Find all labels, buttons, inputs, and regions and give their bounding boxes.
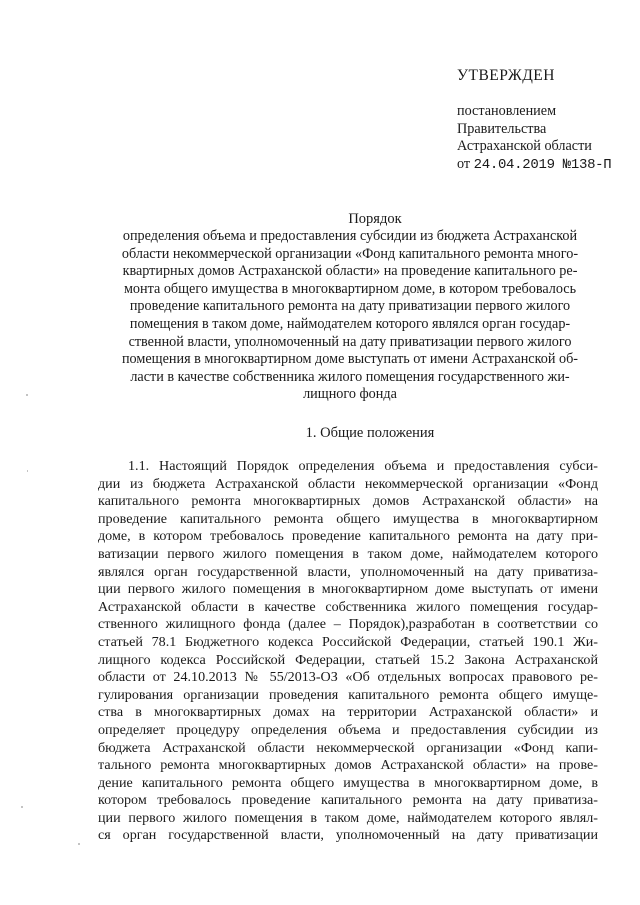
scan-speck (21, 806, 23, 808)
title-line: определения объема и предоставления субсидии из бюджета Астраханской (122, 228, 578, 244)
body-line: определяет процедуру определения объема и предоставления субсидии из (98, 721, 598, 738)
body-paragraph (98, 458, 598, 845)
body-line: котором требовалось проведение капитального ремонта на дату приватиза- (98, 792, 598, 809)
body-line: Астраханской области в качестве собственника жилого помещения государ- (98, 598, 598, 615)
title-line: помещения в многоквартирном доме выступать от имени Астраханской об- (121, 351, 579, 368)
scan-speck (26, 394, 28, 396)
section-heading: 1. Общие положения (305, 425, 435, 441)
body-line: ства в многоквартирных домах на территории Астраханской области» и (98, 704, 598, 721)
scan-speck (78, 843, 80, 845)
title-line: проведение капитального ремонта на дату приватизации первого жилого (129, 298, 571, 315)
approval-line-3: Астраханской области (457, 138, 592, 154)
body-line: дии из бюджета Астраханской области некоммерческой организации «Фонд (98, 475, 598, 492)
body-line: гулирования организации проведения капитального ремонта общего имуще- (98, 686, 598, 703)
body-line: 1.1. Настоящий Порядок определения объема и предоставления субси- (128, 458, 598, 474)
approval-stamp-block (457, 66, 632, 174)
body-line: ственного жилищного фонда (далее – Порядок),разработан в соответствии со (98, 616, 598, 633)
body-line: статьей 78.1 Бюджетного кодекса Российской Федерации, статьей 190.1 Жи- (98, 633, 598, 650)
title-line: лищного фонда (303, 386, 397, 403)
body-line: дение капитального ремонта общего имущества в многоквартирном доме, в (98, 774, 598, 791)
body-line: ватизации первого жилого помещения в таком доме, наймодателем которого (98, 545, 598, 562)
approval-date-prefix: от (457, 155, 474, 172)
approval-line-4 (457, 156, 632, 175)
title-main: Порядок (348, 211, 402, 227)
approval-line-1: постановлением (457, 103, 557, 119)
body-line: капитального ремонта многоквартирных домов Астраханской области» на (98, 493, 598, 510)
body-line: лищного кодекса Российской Федерации, статьей 15.2 Закона Астраханской (98, 651, 598, 668)
body-line: тального ремонта многоквартирных домов Астраханской области» на прове- (98, 757, 598, 774)
title-line: области некоммерческой организации «Фонд капитального ремонта много- (121, 245, 579, 262)
body-line: ции первого жилого помещения в многоквартирном доме выступать от имени (98, 581, 598, 598)
approval-date-number: 24.04.2019 №138-П (473, 156, 612, 173)
scan-speck (27, 470, 28, 472)
title-line: ласти в качестве собственника жилого помещения государственного жи- (130, 368, 570, 385)
body-line: проведение капитального ремонта общего имущества в многоквартирном (98, 510, 598, 527)
title-line: монта общего имущества в многоквартирном доме, в котором требовалось (123, 280, 577, 297)
body-line: ции первого жилого помещения в таком доме, наймодателем которого являл- (98, 809, 598, 826)
title-line: квартирных домов Астраханской области» на проведение капитального ре- (122, 263, 578, 280)
title-line: ственной власти, уполномоченный на дату приватизации первого жилого (128, 333, 572, 350)
body-line: доме, в котором требовалось проведение капитального ремонта на дату при- (98, 528, 598, 545)
approval-line-2: Правительства (457, 120, 547, 137)
body-line: ся орган государственной власти, уполномоченный на дату приватизации (98, 827, 598, 844)
body-line: бюджета Астраханской области некоммерческой организации «Фонд капи- (98, 739, 598, 756)
document-title (110, 210, 590, 404)
approval-heading: УТВЕРЖДЕН (457, 67, 555, 84)
body-line: являлся орган государственной власти, уполномоченный на дату приватиза- (98, 563, 598, 580)
title-line: помещения в таком доме, наймодателем которого являлся орган государ- (129, 315, 571, 332)
body-line: области от 24.10.2013 № 55/2013-ОЗ «Об отдельных вопросах правового ре- (98, 669, 598, 686)
